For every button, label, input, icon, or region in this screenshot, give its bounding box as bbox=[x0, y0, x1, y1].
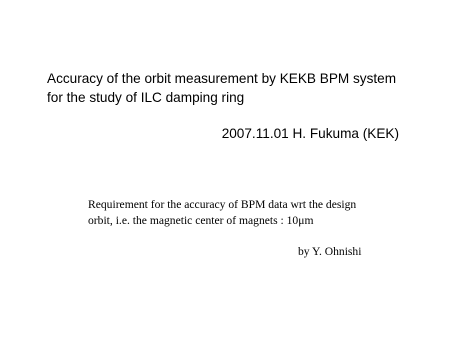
date-author-byline: 2007.11.01 H. Fukuma (KEK) bbox=[221, 126, 399, 141]
requirement-note bbox=[88, 197, 356, 229]
note-line-1: Requirement for the accuracy of BPM data wrt the design bbox=[88, 198, 357, 211]
note-author: by Y. Ohnishi bbox=[298, 245, 362, 258]
note-line-2: orbit, i.e. the magnetic center of magnets : 10μm bbox=[88, 214, 314, 227]
title-line-2: for the study of ILC damping ring bbox=[47, 90, 245, 105]
title-line-1: Accuracy of the orbit measurement by KEKB BPM system bbox=[47, 71, 397, 86]
document-title bbox=[47, 69, 396, 107]
